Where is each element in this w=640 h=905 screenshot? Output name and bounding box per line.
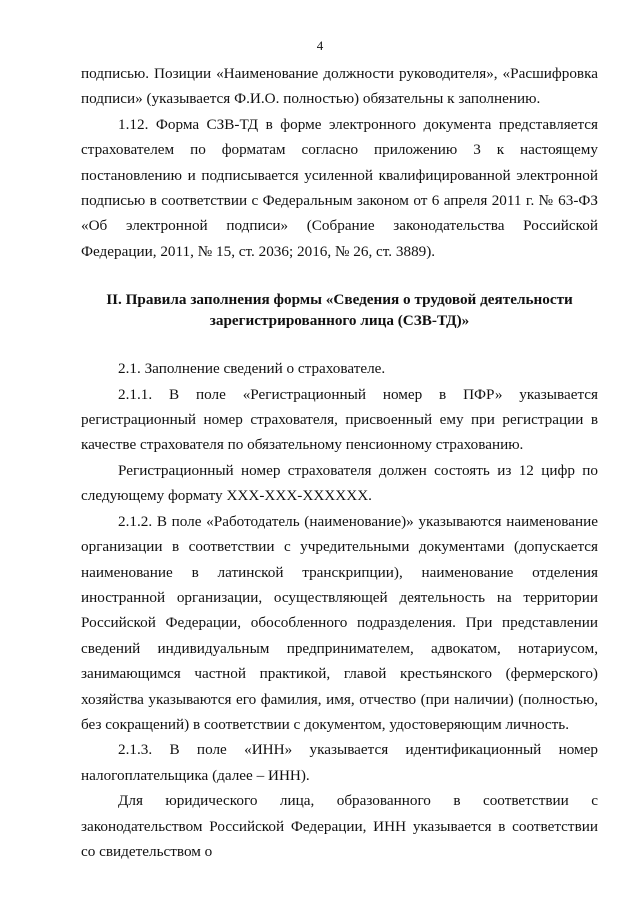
- section-heading-line-1: II. Правила заполнения формы «Сведения о трудовой деятельности: [106, 291, 573, 309]
- paragraph-legal-entity-inn: Для юридического лица, образованного в соответствии с законодательством Российской Федерации, ИНН указывается в соответствии со свидетельством о: [81, 792, 598, 860]
- paragraph-reg-number-format: Регистрационный номер страхователя должен состоять из 12 цифр по следующему формату ХХХ-ХХХ-ХХХХХХ.: [81, 461, 598, 505]
- paragraph-2-1-3: 2.1.3. В поле «ИНН» указывается идентификационный номер налогоплательщика (далее – ИНН).: [81, 741, 598, 784]
- page-number: 4: [316, 38, 324, 53]
- paragraph-2-1-1: 2.1.1. В поле «Регистрационный номер в ПФР» указывается регистрационный номер страхователя, присвоенный ему при регистрации в качестве страхователя по обязательному пенсионному страхованию.: [81, 385, 598, 454]
- paragraph-1-12: 1.12. Форма СЗВ-ТД в форме электронного документа представляется страхователем по форматам согласно приложению 3 к настоящему постановлению и подписывается усиленной квалифицированной электронной подписью в соответствии с Федеральным законом от 6 апреля 2011 г. № 63-ФЗ «Об электронной подписи» (Собрание законодательства Российской Федерации, 2011, № 15, ст. 2036; 2016, № 26, ст. 3889).: [81, 115, 598, 260]
- spacer: [81, 264, 598, 289]
- paragraph-continuation: подписью. Позиции «Наименование должности руководителя», «Расшифровка подписи» (указывается Ф.И.О. полностью) обязательны к заполнению.: [81, 65, 598, 108]
- paragraph-2-1-2: 2.1.2. В поле «Работодатель (наименование)» указываются наименование организации в соответствии с учредительными документами (допускается наименование в латинской транскрипции), наименование отделения иностранной организации, осуществляющей деятельность на территории Российской Федерации, обособленного подразделения. При представлении сведений индивидуальным предпринимателем, адвокатом, нотариусом, занимающимся частной практикой, главой крестьянского (фермерского) хозяйства указываются его фамилия, имя, отчество (при наличии) (полностью, без сокращений) в соответствии с документом, удостоверяющим личность.: [81, 512, 598, 733]
- document-body: [81, 61, 598, 864]
- paragraph-2-1: 2.1. Заполнение сведений о страхователе.: [118, 360, 386, 378]
- section-heading: [81, 289, 598, 331]
- section-heading-line-2: зарегистрированного лица (СЗВ-ТД)»: [209, 312, 470, 330]
- spacer: [81, 331, 598, 356]
